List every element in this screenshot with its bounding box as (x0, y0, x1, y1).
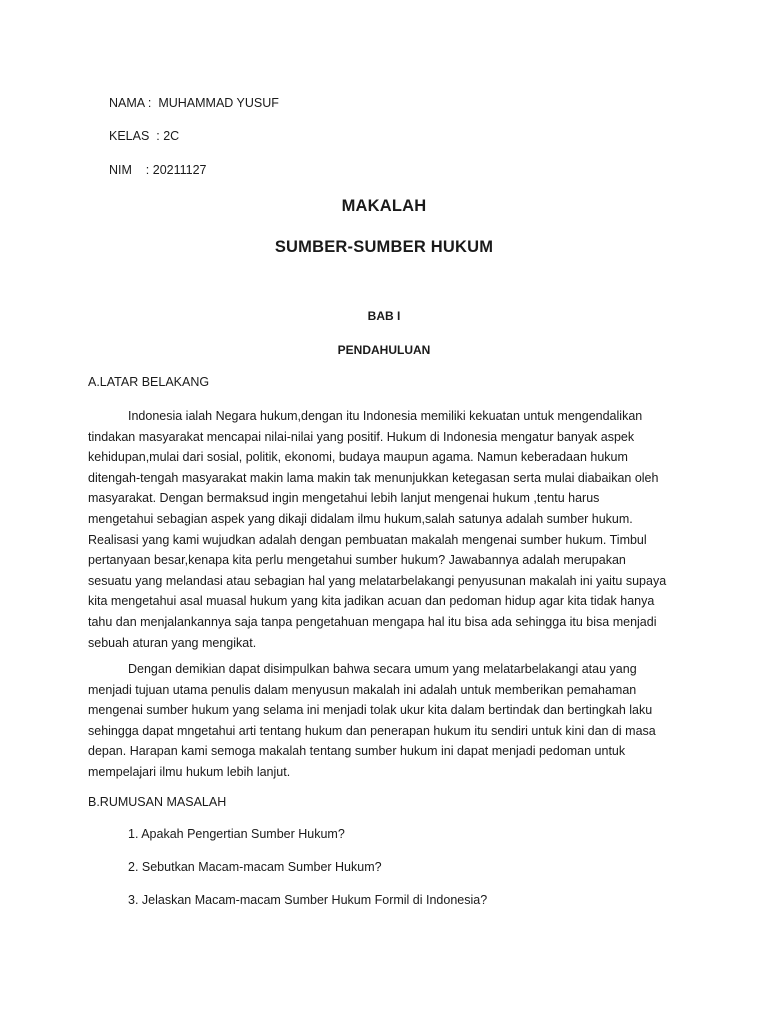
paragraph-line: masyarakat. Dengan bermaksud ingin mengetahui lebih lanjut mengenai hukum ,tentu harus (88, 491, 600, 506)
paragraph-line: pertanyaan besar,kenapa kita perlu mengetahui sumber hukum? Jawabannya adalah merupakan (88, 553, 626, 568)
paragraph-line: kehidupan,mulai dari sosial, politik, ekonomi, budaya maupun agama. Namun keberadaan hukum (88, 450, 628, 465)
paragraph-line: menjadi tujuan utama penulis dalam menyusun makalah ini adalah untuk memberikan pemahaman (88, 682, 637, 697)
section-heading-rumusan-masalah: B.RUMUSAN MASALAH (88, 795, 227, 809)
question-item-1: 1. Apakah Pengertian Sumber Hukum? (128, 827, 345, 841)
student-name: NAMA : MUHAMMAD YUSUF (109, 96, 279, 110)
document-subtitle: SUMBER-SUMBER HUKUM (274, 238, 494, 256)
student-class: KELAS : 2C (109, 129, 180, 143)
paragraph-line: sehingga dapat mngetahui arti tentang hukum dan penerapan hukum itu sendiri untuk kini dan di masa (88, 723, 656, 738)
section-heading-latar-belakang: A.LATAR BELAKANG (88, 375, 210, 389)
paragraph-line: tahu dan menjalankannya saja tanpa pengetahuan mengapa hal itu bisa ada sehingga itu bisa menjadi (88, 614, 657, 629)
question-item-3: 3. Jelaskan Macam-macam Sumber Hukum Formil di Indonesia? (128, 893, 488, 907)
paragraph-line: mempelajari ilmu hukum lebih lanjut. (88, 764, 291, 779)
document-title: MAKALAH (341, 197, 427, 215)
paragraph-line: tindakan masyarakat mencapai nilai-nilai yang positif. Hukum di Indonesia mengatur banyak aspek (88, 429, 635, 444)
paragraph-line: mengetahui sebagian aspek yang dikaji didalam ilmu hukum,salah satunya adalah sumber hukum. (88, 511, 633, 526)
paragraph-latar-belakang-2 (88, 659, 672, 783)
paragraph-latar-belakang-1 (88, 406, 672, 653)
paragraph-line: Dengan demikian dapat disimpulkan bahwa secara umum yang melatarbelakangi atau yang (128, 662, 637, 676)
paragraph-line: Indonesia ialah Negara hukum,dengan itu Indonesia memiliki kekuatan untuk mengendalikan (128, 409, 643, 423)
paragraph-line: sesuatu yang melandasi atau sebagian hal yang melatarbelakangi penyusunan makalah ini yaitu supaya (88, 573, 667, 588)
chapter-name: PENDAHULUAN (337, 343, 431, 357)
paragraph-line: mengenai sumber hukum yang selama ini menjadi tolak ukur kita dalam bertindak dan bertingkah laku (88, 703, 653, 718)
chapter-number: BAB I (367, 309, 401, 323)
paragraph-line: ditengah-tengah masyarakat makin lama makin tak menunjukkan ketegasan serta mulai diabaikan oleh (88, 470, 659, 485)
paragraph-line: kita mengetahui asal muasal hukum yang kita jadikan acuan dan pedoman hidup agar kita tidak hanya (88, 594, 655, 609)
question-item-2: 2. Sebutkan Macam-macam Sumber Hukum? (128, 860, 382, 874)
paragraph-line: Realisasi yang kami wujudkan adalah dengan pembuatan makalah mengenai sumber hukum. Timbul (88, 532, 647, 547)
paragraph-line: sebuah aturan yang mengikat. (88, 635, 257, 650)
paragraph-line: depan. Harapan kami semoga makalah tentang sumber hukum ini dapat menjadi pedoman untuk (88, 744, 626, 759)
student-nim: NIM : 20211127 (109, 163, 207, 177)
